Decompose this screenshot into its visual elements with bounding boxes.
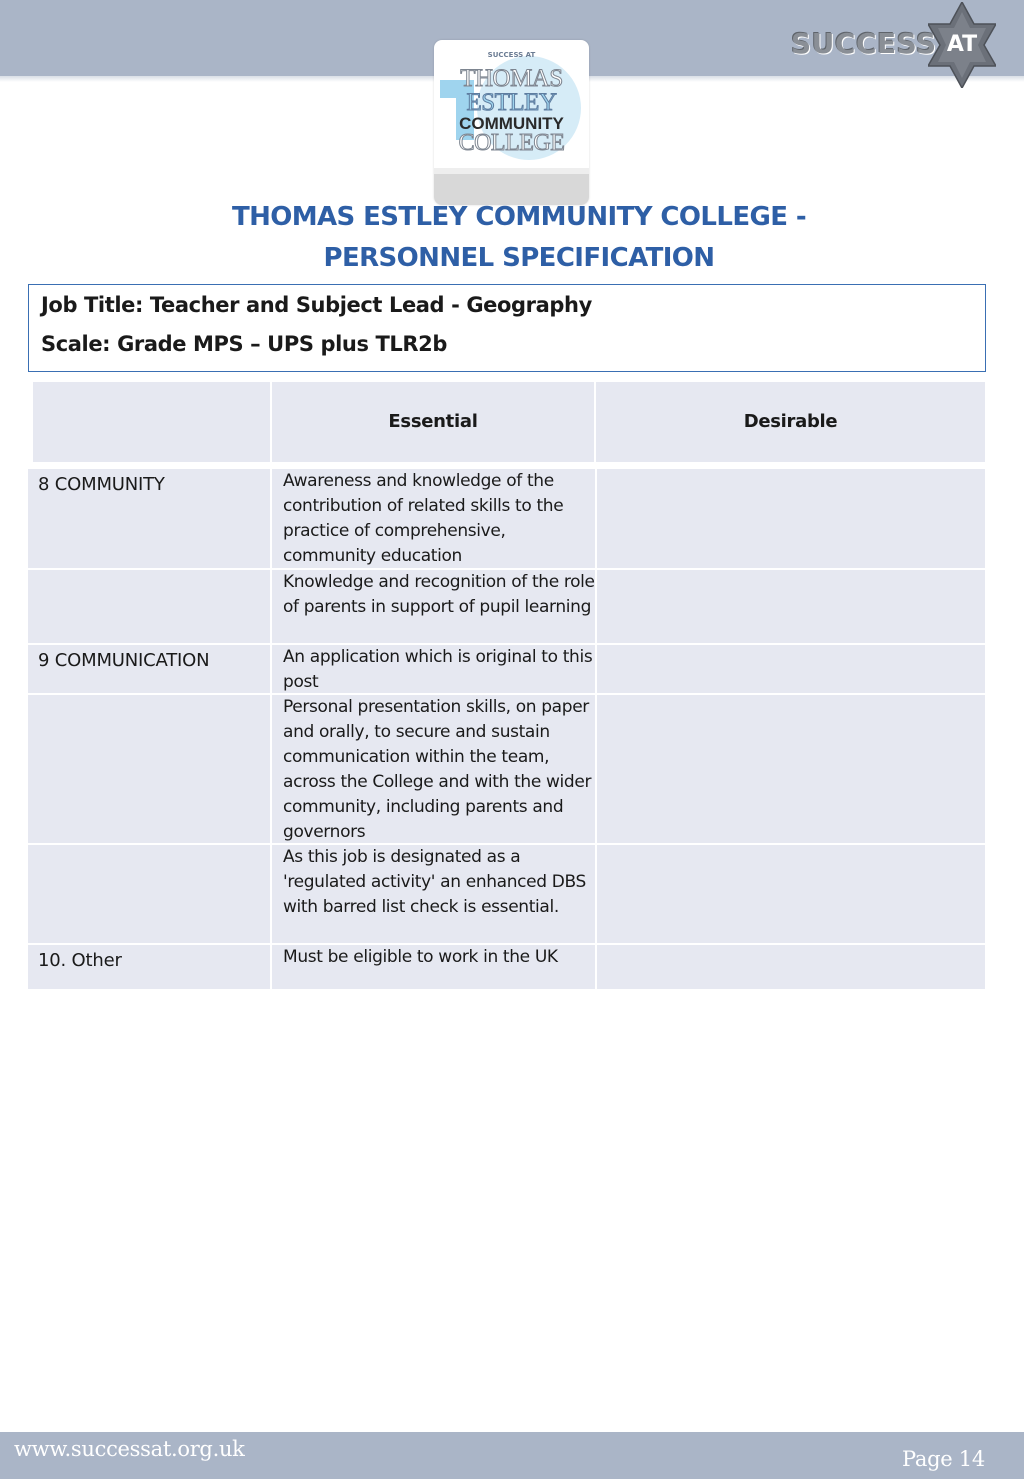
table-row-essential: Personal presentation skills, on paper and orally, to secure and sustain communication within the team, across the College and with the wider community, including parents and governors bbox=[272, 695, 595, 843]
page-title bbox=[0, 197, 1024, 279]
page-number: Page 14 bbox=[902, 1447, 985, 1471]
logo-small-text: SUCCESS AT bbox=[487, 51, 536, 59]
page-title-line-1: THOMAS ESTLEY COMMUNITY COLLEGE - bbox=[231, 202, 807, 232]
job-info-box bbox=[28, 284, 986, 372]
page-title-line-2: PERSONNEL SPECIFICATION bbox=[323, 243, 715, 273]
table-row-category: 9 COMMUNICATION bbox=[28, 645, 270, 693]
table-row-desirable bbox=[597, 469, 985, 568]
table-row-category bbox=[28, 570, 270, 643]
table-row-desirable bbox=[597, 845, 985, 943]
header-cell-desirable bbox=[596, 382, 985, 462]
table-row-desirable bbox=[597, 570, 985, 643]
table-row-essential: An application which is original to this post bbox=[272, 645, 595, 693]
table-row-category: 8 COMMUNITY bbox=[28, 469, 270, 568]
logo-line-community: COMMUNITY bbox=[459, 114, 564, 133]
brand-word: SUCCESS bbox=[791, 27, 937, 60]
header-cell-category bbox=[33, 382, 270, 462]
table-row-essential: Must be eligible to work in the UK bbox=[272, 945, 595, 989]
table-row-category: 10. Other bbox=[28, 945, 270, 989]
table-row-desirable bbox=[597, 695, 985, 843]
table-row-category bbox=[28, 695, 270, 843]
table-row-essential: Awareness and knowledge of the contribution of related skills to the practice of comprehensive, community education bbox=[272, 469, 595, 568]
table-row-desirable bbox=[597, 945, 985, 989]
logo-line-estley: ESTLEY bbox=[466, 89, 557, 116]
header-essential-label: Essential bbox=[388, 411, 478, 432]
table-row-essential: As this job is designated as a 'regulated activity' an enhanced DBS with barred list check is essential. bbox=[272, 845, 595, 943]
table-row-essential: Knowledge and recognition of the role of parents in support of pupil learning bbox=[272, 570, 595, 643]
header-cell-essential bbox=[272, 382, 594, 462]
table-row-category bbox=[28, 845, 270, 943]
job-title: Job Title: Teacher and Subject Lead - Geography bbox=[41, 293, 592, 317]
logo-line-college: COLLEGE bbox=[458, 130, 565, 156]
table-row-desirable bbox=[597, 645, 985, 693]
job-scale: Scale: Grade MPS – UPS plus TLR2b bbox=[41, 332, 447, 356]
header-desirable-label: Desirable bbox=[743, 411, 838, 432]
brand-badge: AT bbox=[946, 32, 978, 57]
footer-url: www.successat.org.uk bbox=[14, 1437, 245, 1461]
success-at-logo bbox=[788, 2, 998, 88]
logo-line-thomas: THOMAS bbox=[460, 65, 563, 92]
college-logo bbox=[434, 40, 589, 205]
